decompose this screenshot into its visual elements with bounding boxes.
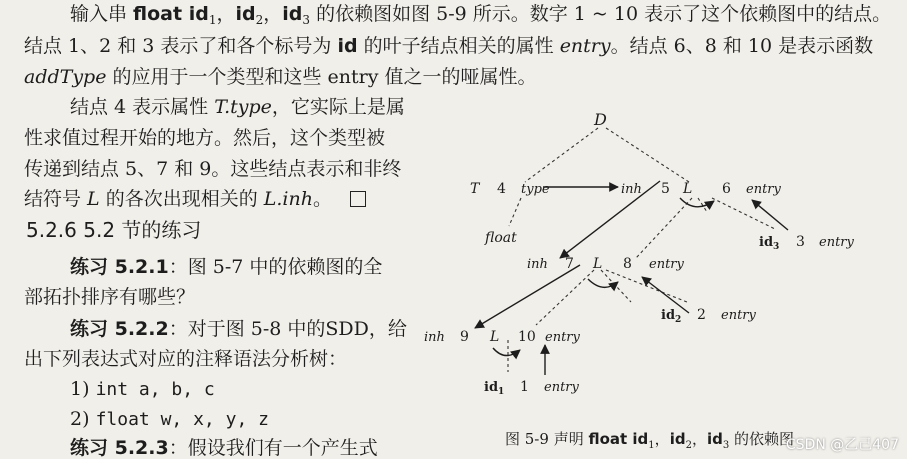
text: L.inh (263, 188, 313, 210)
node-1-attr: entry (544, 380, 579, 395)
text: 结符号 (24, 188, 88, 210)
node-6-attr: entry (746, 182, 781, 197)
subscript: 2 (675, 315, 682, 325)
node-10-number: 10 (518, 329, 536, 345)
node-6-number: 6 (722, 181, 731, 197)
exercise-label: 练习 5.2.1 (70, 256, 169, 278)
exercise-5-2-1-line2: 部拓扑排序有哪些？ (24, 286, 196, 308)
subscript: 3 (302, 13, 311, 27)
text: 结点 1、2 和 3 表示了和各个标号为 (24, 35, 338, 57)
exercise-item-1 (70, 378, 215, 401)
para1-line1 (70, 3, 891, 31)
node-2-attr: entry (721, 308, 756, 323)
subscript: 2 (255, 13, 264, 27)
text: 。结点 6、8 和 10 是表示函数 (610, 35, 874, 57)
node-3-number: 3 (796, 234, 805, 250)
node-8-number: 8 (623, 256, 632, 272)
text: id (661, 308, 676, 323)
subscript: 3 (722, 440, 730, 451)
text: L (87, 188, 100, 210)
item-number: 1) (70, 378, 90, 400)
subscript: 1 (648, 440, 655, 451)
text: id (235, 3, 256, 25)
text: ， (263, 3, 283, 25)
node-7-attr: inh (527, 257, 548, 272)
node-4-number: 4 (497, 181, 506, 197)
para2-line4 (24, 188, 366, 210)
text: 的各次出现相关的 (99, 188, 264, 210)
figure-caption (505, 428, 794, 451)
text: id (669, 430, 686, 448)
id1-leaf (484, 380, 504, 397)
node-10-attr: entry (545, 330, 580, 345)
text: 的依赖图如图 5-9 所示。数字 1 ~ 10 表示了这个依赖图中的结点。 (310, 3, 892, 25)
node-L-label: L (683, 181, 693, 197)
para1-line3 (24, 66, 537, 88)
text: id (706, 430, 723, 448)
text: ：对于图 5-8 中的SDD，给 (168, 318, 407, 340)
exercise-label: 练习 5.2.3 (70, 437, 169, 459)
text: float id (133, 3, 209, 25)
para1-line2 (24, 35, 873, 57)
text: ， (216, 3, 236, 25)
text: 的叶子结点相关的属性 (357, 35, 560, 57)
text: ：假设我们有一个产生式 (168, 437, 378, 459)
exercise-5-2-1-line1 (70, 256, 382, 278)
dependency-edges (475, 181, 788, 375)
end-of-proof-square (350, 191, 366, 207)
text: float id (588, 430, 649, 448)
exercise-5-2-2-line2: 出下列表达式对应的注释语法分析树： (24, 348, 348, 370)
text: ：图 5-7 中的依赖图的全 (168, 256, 383, 278)
subscript: 3 (773, 242, 780, 252)
float-leaf: float (485, 230, 517, 246)
exercise-5-2-2-line1 (70, 318, 407, 340)
node-2-number: 2 (697, 307, 706, 323)
subscript: 1 (498, 387, 505, 397)
node-5-number: 5 (661, 181, 670, 197)
para2-line2: 性求值过程开始的地方。然后，这个类型被 (24, 127, 386, 149)
exercise-label: 练习 5.2.2 (70, 318, 169, 340)
node-D: D (594, 110, 607, 129)
node-5-attr: inh (621, 182, 642, 197)
text: ， (691, 430, 707, 448)
text: 。 (312, 188, 332, 210)
text: id (282, 3, 303, 25)
text: 结点 4 表示属性 (70, 96, 215, 118)
dependency-graph-figure (418, 88, 907, 459)
subscript: 2 (685, 440, 692, 451)
text: ，它实际上是属 (271, 96, 405, 118)
node-1-number: 1 (520, 379, 529, 395)
id3-leaf (759, 235, 779, 252)
watermark: CSDN @乙己407 (785, 437, 899, 453)
text: 图 5-9 声明 (505, 430, 589, 448)
node-L-label: L (593, 256, 603, 272)
text: 的依赖图 (729, 430, 795, 448)
text: id (759, 235, 774, 250)
item-number: 2) (70, 408, 90, 430)
code-text: float w, x, y, z (95, 409, 269, 430)
node-9-attr: inh (424, 330, 445, 345)
text: 的应用于一个类型和这些 entry 值之一的哑属性。 (106, 66, 537, 88)
text: addType (24, 66, 107, 88)
text: ， (654, 430, 670, 448)
text: entry (559, 35, 611, 57)
exercise-item-2 (70, 408, 269, 431)
text: T.type (214, 96, 272, 118)
para2-line3: 传递到结点 5、7 和 9。这些结点表示和非终 (24, 158, 402, 180)
node-T-label: T (470, 181, 480, 197)
text: id (484, 380, 499, 395)
node-L-label: L (490, 329, 500, 345)
node-7-number: 7 (565, 256, 574, 272)
section-heading: 5.2.6 5.2 节的练习 (26, 218, 202, 242)
exercise-5-2-3-line1 (70, 437, 378, 459)
code-text: int a, b, c (95, 379, 215, 400)
id2-leaf (661, 308, 681, 325)
para2-line1 (70, 96, 405, 118)
node-8-attr: entry (649, 257, 684, 272)
node-4-attr: type (521, 182, 550, 197)
node-9-number: 9 (460, 329, 469, 345)
text: 输入串 (70, 3, 134, 25)
text: id (337, 35, 358, 57)
node-3-attr: entry (819, 235, 854, 250)
subscript: 1 (208, 13, 217, 27)
